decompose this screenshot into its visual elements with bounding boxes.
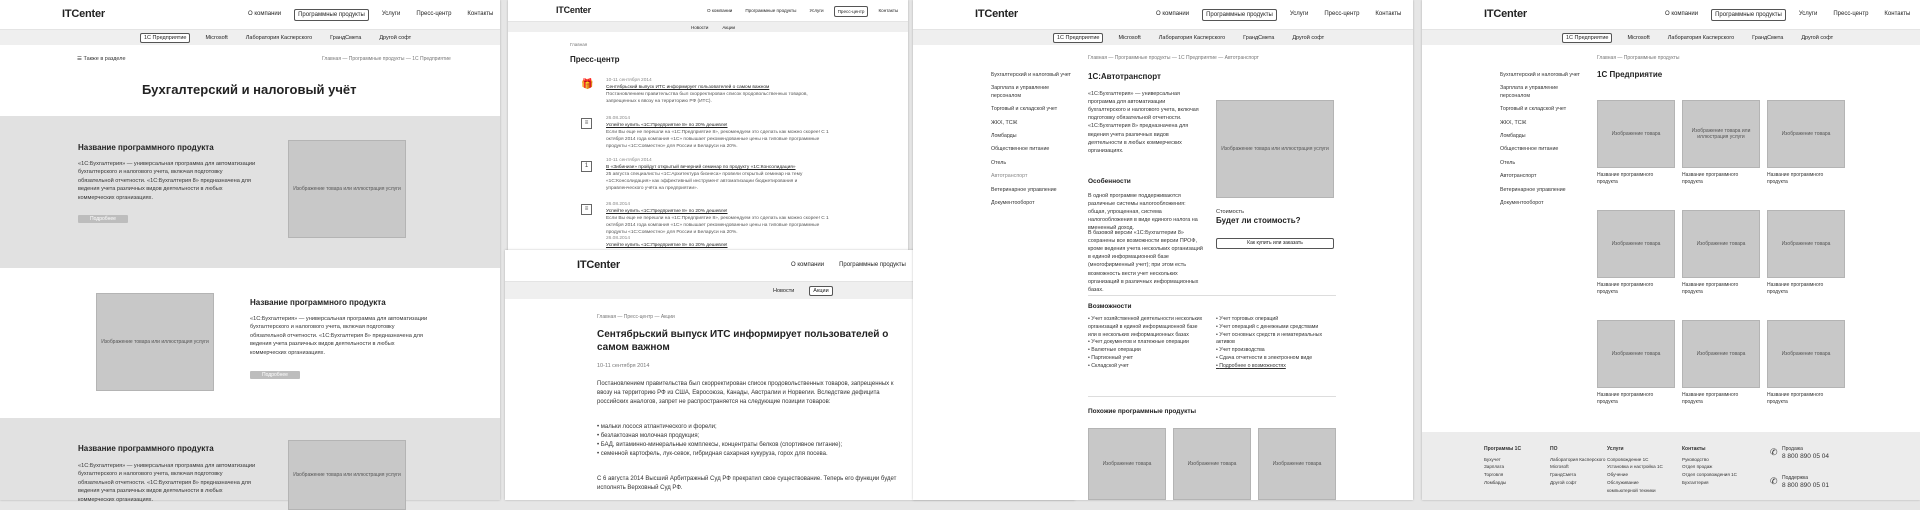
product-image: Изображение товара или иллюстрация услуги	[288, 140, 406, 238]
document-icon: ≡	[581, 118, 592, 129]
nav-products[interactable]: Программные продукты	[1711, 9, 1786, 21]
more-button[interactable]: Подробнее	[78, 215, 128, 223]
nav-press[interactable]: Пресс-центр	[1833, 11, 1869, 17]
product-image: Изображение товара или иллюстрация услуги	[96, 293, 214, 391]
nav-products[interactable]: Программные продукты	[294, 9, 369, 21]
list-item: • семенной картофель, лук-севок, гибридная сахарная кукуруза, горох для посева.	[597, 450, 897, 459]
nav-press[interactable]: Пресс-центр	[1324, 11, 1360, 17]
side-item[interactable]: Зарплата и управление персоналом	[1500, 85, 1559, 99]
subnav-news[interactable]: Новости	[691, 24, 709, 30]
product-name[interactable]: Название программного продукта	[1767, 282, 1824, 295]
subnav-kaspersky[interactable]: Лаборатория Касперского	[1667, 34, 1735, 41]
nav-services[interactable]: Услуги	[1289, 11, 1309, 17]
side-item[interactable]: Отель	[991, 159, 1007, 166]
more-button[interactable]: Подробнее	[250, 371, 300, 379]
nav-contacts[interactable]: Контакты	[1884, 11, 1911, 17]
page-title: Бухгалтерский и налоговый учёт	[142, 82, 357, 97]
product-name[interactable]: Название программного продукта	[1597, 392, 1654, 405]
similar-product-image[interactable]: Изображение товара	[1258, 428, 1336, 500]
page-title: Пресс-центр	[570, 55, 620, 64]
subnav-promos[interactable]: Акции	[722, 24, 735, 30]
product-title: 1С:Автотранспорт	[1088, 72, 1161, 81]
article-intro: Постановлением правительства был скорректирован список продовольственных товаров, запрещенных к ввозу на территорию РФ из США, Евросоюза, Канады, Австралии и Норвегии. Вследствие дефицита российских аналогов, запрет не распространяется на следующие позиции товаров:	[597, 381, 894, 405]
product-name[interactable]: Название программного продукта	[1597, 172, 1654, 185]
side-item[interactable]: ЖКХ, ТСЖ	[991, 119, 1018, 126]
capabilities-title: Возможности	[1088, 303, 1132, 310]
list-item: • Сдача отчетности в электронном виде	[1216, 355, 1336, 363]
logo[interactable]: ITCenter	[556, 5, 591, 15]
footer-link[interactable]: Зарплата	[1484, 464, 1505, 470]
divider	[1088, 396, 1336, 397]
subnav-microsoft[interactable]: Microsoft	[1627, 34, 1650, 41]
subnav-1c[interactable]: 1С Предприятие	[1562, 33, 1612, 43]
side-item[interactable]: Общественное питание	[1500, 146, 1559, 153]
list-item: • БАД, витаминно-минеральные комплексы, концентраты белков (спортивное питание);	[597, 441, 897, 450]
footer-link[interactable]: Установка и настройка 1С	[1607, 464, 1663, 470]
side-item[interactable]: Торговый и складской учет	[991, 106, 1058, 113]
breadcrumb: Главная	[570, 42, 588, 47]
nav-products[interactable]: Программные продукты	[839, 262, 906, 268]
product-image[interactable]: Изображение товара	[1597, 100, 1675, 168]
main-nav	[245, 9, 496, 21]
subnav-1c[interactable]: 1С Предприятие	[140, 33, 190, 43]
side-item[interactable]: Документооборот	[1500, 200, 1544, 207]
gift-icon: 🎁	[581, 79, 594, 90]
product-image[interactable]: Изображение товара или иллюстрация услуги	[1682, 100, 1760, 168]
product-name[interactable]: Название программного продукта	[1767, 172, 1824, 185]
side-menu	[991, 72, 1071, 213]
phone-icon: ✆	[1770, 476, 1778, 486]
list-item: • Учет хозяйственной деятельности нескольких организаций в единой информационной базе или в нескольких информационных базах	[1088, 316, 1206, 339]
subnav-microsoft[interactable]: Microsoft	[205, 34, 228, 41]
subnav-microsoft[interactable]: Microsoft	[1118, 34, 1141, 41]
side-item[interactable]: Документооборот	[991, 200, 1035, 207]
product-image[interactable]: Изображение товара	[1597, 320, 1675, 388]
header	[508, 0, 908, 22]
subnav-promos[interactable]: Акции	[809, 286, 832, 296]
product-desc: «1С:Бухгалтерия» — универсальная программа для автоматизации бухгалтерского и налогового учета, включая подготовку обязательной отчетности. «1С:Бухгалтерия 8» предназначена для ведения учета различных видов деятельности в любых коммерческих организациях.	[78, 161, 256, 201]
phone-icon: ✆	[1770, 447, 1778, 457]
product-image: Изображение товара или иллюстрация услуги	[1216, 100, 1334, 198]
list-item: • мальки лосося атлантического и форели;	[597, 423, 897, 432]
footer-col-1c: Программы 1С Бухучет Зарплата Торговля Ломбарды	[1484, 445, 1544, 487]
product-image[interactable]: Изображение товара	[1767, 320, 1845, 388]
footer-link[interactable]: ГрандСмета	[1550, 472, 1577, 478]
more-capabilities-link[interactable]: • Подробнее о возможностях	[1216, 363, 1336, 371]
product-image[interactable]: Изображение товара	[1767, 100, 1845, 168]
article-outro: С 6 августа 2014 Высший Арбитражный Суд РФ прекратил свое существование. Теперь его функции будет исполнять Верховный Суд РФ.	[597, 476, 897, 491]
list-item: • Учет операций с денежными средствами	[1216, 324, 1336, 332]
footer-link[interactable]: Другой софт	[1550, 479, 1577, 485]
section-menu-button[interactable]: ☰ Также в разделе	[77, 56, 126, 62]
product-name[interactable]: Название программного продукта	[78, 444, 214, 453]
product-desc: «1С:Бухгалтерия» — универсальная программа для автоматизации бухгалтерского и налогового учета, включая подготовку обязательной отчетности. «1С:Бухгалтерия 8» предназначена для ведения учета различных видов деятельности в любых коммерческих организациях.	[1088, 91, 1199, 154]
news-item[interactable]: 10-11 сентября 2014 Сентябрьский выпуск ИТС информирует пользователей о самом важном Постановлением правительства был скорректирован список продовольственных товаров, запрещенных к ввозу на территорию РФ (ИТС).	[606, 78, 808, 104]
product-desc: «1С:Бухгалтерия» — универсальная программа для автоматизации бухгалтерского и налогового учета, включая подготовку обязательной отчетности. «1С:Бухгалтерия 8» предназначена для ведения учета различных видов деятельности в любых коммерческих организациях.	[250, 316, 428, 356]
product-name[interactable]: Название программного продукта	[1597, 282, 1654, 295]
product-name[interactable]: Название программного продукта	[1682, 172, 1739, 185]
product-image[interactable]: Изображение товара	[1682, 320, 1760, 388]
side-item[interactable]: Автотранспорт	[1500, 173, 1537, 180]
footer-link[interactable]: Лаборатория Касперского	[1550, 456, 1606, 462]
nav-press[interactable]: Пресс-центр	[416, 11, 452, 17]
subnav-kaspersky[interactable]: Лаборатория Касперского	[1158, 34, 1226, 41]
subnav-1c[interactable]: 1С Предприятие	[1053, 33, 1103, 43]
header	[0, 0, 500, 30]
footer-link[interactable]: Сопровождение 1С	[1607, 456, 1649, 462]
products-subnav	[1422, 30, 1920, 45]
side-menu	[1500, 72, 1580, 213]
list-item: • безлактозная молочная продукция;	[597, 432, 897, 441]
product-image: Изображение товара или иллюстрация услуги	[288, 440, 406, 510]
footer-link[interactable]: Бухгалтерия	[1682, 479, 1709, 485]
main-nav	[1153, 9, 1404, 21]
nav-about[interactable]: О компании	[791, 262, 825, 268]
list-item: • Учет документов и платежные операции	[1088, 339, 1206, 347]
panel-product-catalog	[1422, 0, 1920, 500]
footer-link[interactable]: Руководство	[1682, 456, 1709, 462]
nav-about[interactable]: О компании	[248, 11, 282, 17]
nav-services[interactable]: Услуги	[1798, 11, 1818, 17]
footer-col-software: ПО Лаборатория Касперского Microsoft ГрандСмета Другой софт	[1550, 445, 1610, 487]
nav-about[interactable]: О компании	[1156, 11, 1190, 17]
side-item[interactable]: Общественное питание	[991, 146, 1050, 153]
breadcrumb: Главная — Программные продукты	[1597, 55, 1680, 61]
menu-icon: ☰	[77, 56, 84, 62]
product-desc: «1С:Бухгалтерия» — универсальная программа для автоматизации бухгалтерского и налогового учета, включая подготовку обязательной отчетности. «1С:Бухгалтерия 8» предназначена для ведения учета различных видов деятельности в любых коммерческих организациях.	[78, 463, 256, 503]
list-item: • Складской учет	[1088, 363, 1206, 371]
nav-products[interactable]: Программные продукты	[1202, 9, 1277, 21]
product-name[interactable]: Название программного продукта	[78, 143, 214, 152]
nav-contacts[interactable]: Контакты	[467, 11, 494, 17]
panel-product-category	[0, 0, 500, 503]
logo[interactable]: ITCenter	[577, 259, 621, 271]
subnav-grandsmeta[interactable]: ГрандСмета	[1243, 34, 1275, 41]
subnav-other[interactable]: Другой софт	[1292, 34, 1325, 41]
breadcrumb: Главная — Пресс-центр — Акции	[597, 314, 675, 320]
subnav-news[interactable]: Новости	[773, 287, 795, 294]
side-item[interactable]: Ветеринарное управление	[1500, 186, 1566, 193]
nav-contacts[interactable]: Контакты	[878, 8, 899, 13]
list-item: • Учет основных средств и нематериальных активов	[1216, 332, 1336, 348]
list-item: • Учет производства	[1216, 347, 1336, 355]
product-name[interactable]: Название программного продукта	[1682, 392, 1739, 405]
side-item[interactable]: Ломбарды	[991, 133, 1017, 140]
list-item: • Партионный учет	[1088, 355, 1206, 363]
subnav-grandsmeta[interactable]: ГрандСмета	[330, 34, 362, 41]
breadcrumb: Главная — Программные продукты — 1С Предприятие	[322, 56, 451, 62]
logo[interactable]: ITCenter	[62, 8, 106, 20]
article-title: Сентябрьский выпуск ИТС информирует пользователей о самом важном	[597, 329, 889, 353]
nav-about[interactable]: О компании	[1665, 11, 1699, 17]
footer-col-services: Услуги Сопровождение 1С Установка и настройка 1С Обучение Обслуживание компьютерной техники	[1607, 445, 1669, 494]
panel-press-center	[508, 0, 908, 250]
news-item[interactable]: 26.08.2014 Успейте купить «1С:Предприятие 8» по 20% дешевле!	[606, 236, 728, 248]
divider	[1088, 295, 1336, 296]
article-date: 10-11 сентября 2014	[597, 363, 650, 369]
main-nav	[1662, 9, 1913, 21]
footer-link[interactable]: Отдел продаж	[1682, 464, 1713, 470]
footer-link[interactable]: Торговля	[1484, 472, 1504, 478]
products-subnav	[0, 30, 500, 45]
products-subnav	[913, 30, 1413, 45]
product-image[interactable]: Изображение товара	[1767, 210, 1845, 278]
nav-services[interactable]: Услуги	[381, 11, 401, 17]
list-item: • Валютные операции	[1088, 347, 1206, 355]
main-nav	[704, 6, 901, 17]
features-title: Особенности	[1088, 178, 1131, 185]
footer-link[interactable]: Ломбарды	[1484, 479, 1507, 485]
capabilities-right	[1216, 316, 1336, 371]
logo[interactable]: ITCenter	[1484, 8, 1528, 20]
product-name[interactable]: Название программного продукта	[250, 298, 386, 307]
footer-link[interactable]: Microsoft	[1550, 464, 1569, 470]
nav-services[interactable]: Услуги	[809, 8, 824, 13]
logo[interactable]: ITCenter	[975, 8, 1019, 20]
nav-about[interactable]: О компании	[707, 8, 733, 13]
nav-contacts[interactable]: Контакты	[1375, 11, 1402, 17]
buy-button[interactable]: Как купить или заказать	[1216, 238, 1334, 249]
phone-sales[interactable]: ✆ Продажа 8 800 890 05 04	[1770, 446, 1829, 460]
side-item[interactable]: ЖКХ, ТСЖ	[1500, 119, 1527, 126]
panel-product-detail	[913, 0, 1413, 500]
product-name[interactable]: Название программного продукта	[1767, 392, 1824, 405]
side-item-active[interactable]: Автотранспорт	[991, 173, 1028, 180]
header	[1422, 0, 1920, 30]
nav-products[interactable]: Программные продукты	[745, 8, 797, 13]
subnav-grandsmeta[interactable]: ГрандСмета	[1752, 34, 1784, 41]
side-item[interactable]: Ломбарды	[1500, 133, 1526, 140]
breadcrumb: Главная — Программные продукты — 1С Предприятие — Автотранспорт	[1088, 55, 1259, 61]
news-item[interactable]: 10-11 сентября 2014 В «Зибинизе» пройдут открытый вечерний семинар по продукту «1С:Консолидация» 25 августа специалисты «1С:Архитектура бизнеса» провели открытый семинар на тему «1С:Консолидация» как эффективный инструмент автоматизации бюджетирования и управленческого учёта на предприятии».	[606, 158, 803, 191]
product-image[interactable]: Изображение товара	[1682, 210, 1760, 278]
footer-col-contacts: Контакты Руководство Отдел продаж Отдел сопровождения 1С Бухгалтерия	[1682, 445, 1742, 487]
side-item[interactable]: Отель	[1500, 159, 1516, 166]
similar-product-image[interactable]: Изображение товара	[1173, 428, 1251, 500]
header	[913, 0, 1413, 30]
features-p1: В одной программе поддерживаются различные системы налогообложения: общая, упрощенная, система налогообложения в виде единого налога на вмененный доход.	[1088, 193, 1198, 232]
similar-product-image[interactable]: Изображение товара	[1088, 428, 1166, 500]
footer-link[interactable]: Бухучет	[1484, 456, 1501, 462]
price-title: Будет ли стоимость?	[1216, 216, 1301, 225]
price-label: Стоимость	[1216, 209, 1245, 215]
side-item[interactable]: Зарплата и управление персоналом	[991, 85, 1050, 99]
press-subnav	[508, 22, 908, 32]
footer-link[interactable]: Обучение	[1607, 472, 1629, 478]
side-item[interactable]: Бухгалтерский и налоговый учет	[991, 72, 1071, 78]
news-item[interactable]: 26.08.2014 Успейте купить «1С:Предприятие 8» по 20% дешевле! Если Вы еще не перешли на «1С:Предприятие 8», рекомендуем это сделать как можно скорее! С 1 октября 2014 года компания «1С» повышает рекомендованные цены на типовые программные продукты «1С:Совместно» для России и Беларуси на 20%.	[606, 116, 829, 149]
footer-link[interactable]: Обслуживание компьютерной техники	[1607, 479, 1656, 493]
news-item[interactable]: 26.08.2014 Успейте купить «1С:Предприятие 8» по 20% дешевле! Если Вы еще не перешли на «1С:Предприятие 8», рекомендуем это сделать как можно скорее! С 1 октября 2014 года компания «1С» повышает рекомендованные цены на типовые программные продукты «1С:Совместно» для России и Беларуси на 20%.	[606, 202, 829, 235]
product-name[interactable]: Название программного продукта	[1682, 282, 1739, 295]
subnav-kaspersky[interactable]: Лаборатория Касперского	[245, 34, 313, 41]
features-p2: В базовой версии «1С:Бухгалтерии 8» сохранены все возможности версии ПРОФ, кроме ведения учета нескольких организаций в единой информационной базе (многофирменный учет); при этом есть возможность вести учет нескольких организаций в различных информационных базах.	[1088, 230, 1203, 293]
nav-press[interactable]: Пресс-центр	[834, 6, 869, 17]
page-title: 1С Предприятие	[1597, 70, 1663, 79]
subnav-other[interactable]: Другой софт	[379, 34, 412, 41]
side-item[interactable]: Торговый и складской учет	[1500, 106, 1567, 113]
calendar-icon: 1	[581, 161, 592, 172]
capabilities-left	[1088, 316, 1206, 371]
side-item[interactable]: Бухгалтерский и налоговый учет	[1500, 72, 1580, 78]
subnav-other[interactable]: Другой софт	[1801, 34, 1834, 41]
list-item: • Учет торговых операций	[1216, 316, 1336, 324]
article-list	[597, 423, 897, 459]
document-icon: ≡	[581, 204, 592, 215]
side-item[interactable]: Ветеринарное управление	[991, 186, 1057, 193]
phone-support[interactable]: ✆ Поддержка 8 800 890 05 01	[1770, 475, 1829, 489]
footer-link[interactable]: Отдел сопровождения 1С	[1682, 472, 1738, 478]
product-image[interactable]: Изображение товара	[1597, 210, 1675, 278]
similar-title: Похожие программные продукты	[1088, 408, 1197, 415]
